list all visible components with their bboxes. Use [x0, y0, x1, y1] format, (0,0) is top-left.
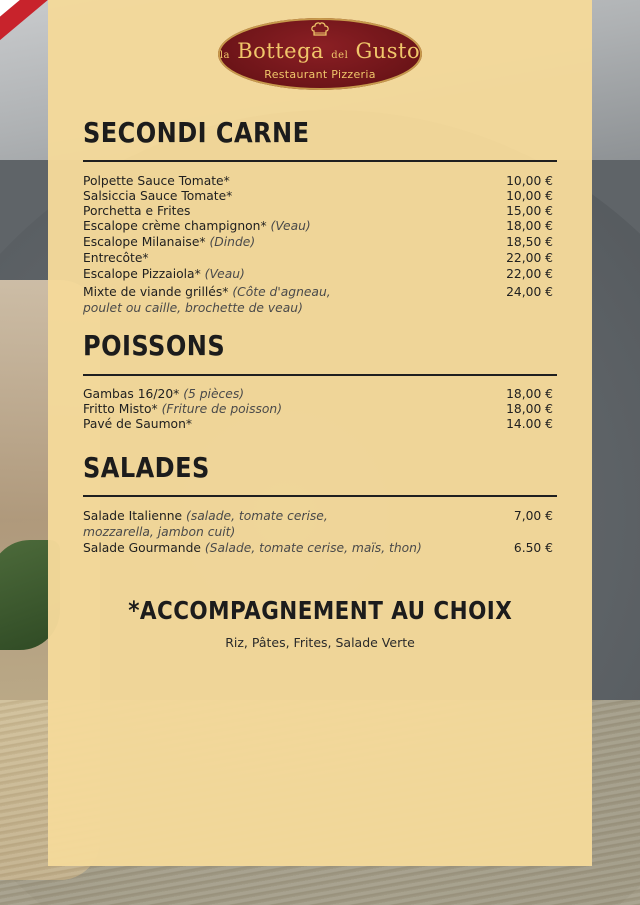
item-note-continued: poulet ou caille, brochette de veau) [83, 301, 303, 315]
menu-item [83, 416, 557, 432]
item-price: 18,00 € [506, 387, 553, 401]
chef-hat-icon [310, 22, 330, 38]
item-price: 18,00 € [506, 402, 553, 416]
item-price: 18,00 € [506, 219, 553, 233]
item-note: (Veau) [204, 267, 245, 281]
section-divider [83, 495, 557, 497]
menu-item [83, 173, 557, 189]
menu-item [83, 401, 557, 417]
menu-item [83, 250, 557, 266]
item-name: Porchetta e Frites [83, 204, 191, 218]
logo-word-la: la [219, 50, 231, 61]
logo-word-gusto: Gusto [355, 39, 421, 63]
logo-word-bottega: Bottega [237, 39, 325, 63]
accompaniment-options: Riz, Pâtes, Frites, Salade Verte [225, 635, 415, 650]
item-price: 15,00 € [506, 204, 553, 218]
menu-item [83, 188, 557, 204]
accompaniment-title [0, 596, 640, 625]
item-name: Polpette Sauce Tomate* [83, 174, 230, 188]
item-note: (Dinde) [209, 235, 256, 249]
accompaniment-title-text: *ACCOMPAGNEMENT AU CHOIX [128, 596, 512, 625]
item-note: (salade, tomate cerise, [186, 509, 328, 523]
logo-name [218, 39, 422, 68]
item-price: 24,00 € [506, 285, 553, 299]
item-price: 7,00 € [513, 509, 553, 523]
item-name: Escalope Pizzaiola* [83, 267, 201, 281]
item-note: (Salade, tomate cerise, maïs, thon) [204, 541, 422, 555]
item-note: (Friture de poisson) [161, 402, 283, 416]
menu-item [83, 203, 557, 219]
item-price: 18,50 € [506, 235, 553, 249]
item-name: Fritto Misto* [83, 402, 158, 416]
item-name: Entrecôte* [83, 251, 149, 265]
item-price: 10,00 € [506, 189, 553, 203]
menu-item [83, 508, 557, 540]
menu-item [83, 284, 557, 316]
menu-item [83, 540, 557, 556]
item-name: Escalope Milanaise* [83, 235, 206, 249]
item-price: 6.50 € [513, 541, 553, 555]
menu-item [83, 234, 557, 250]
menu-item [83, 218, 557, 234]
item-note: (5 pièces) [183, 387, 245, 401]
item-note-continued: mozzarella, jambon cuit) [83, 525, 236, 539]
section-divider [83, 160, 557, 162]
menu-item [83, 266, 557, 282]
item-price: 10,00 € [506, 174, 553, 188]
item-name: Gambas 16/20* [83, 387, 180, 401]
item-name: Salade Italienne [83, 509, 183, 523]
section-title-poissons: POISSONS [83, 329, 226, 362]
item-name: Salade Gourmande [83, 541, 201, 555]
logo-word-del: del [331, 50, 349, 61]
item-price: 22,00 € [506, 251, 553, 265]
section-divider [83, 374, 557, 376]
restaurant-logo [218, 18, 422, 90]
menu-item [83, 386, 557, 402]
item-name: Salsiccia Sauce Tomate* [83, 189, 233, 203]
section-title-salades: SALADES [83, 451, 210, 484]
item-note: (Côte d'agneau, [232, 285, 331, 299]
item-note: (Veau) [270, 219, 311, 233]
logo-subtitle: Restaurant Pizzeria [264, 68, 376, 81]
section-title-secondi-carne: SECONDI CARNE [83, 116, 310, 149]
item-price: 14.00 € [506, 417, 553, 431]
item-name: Escalope crème champignon* [83, 219, 267, 233]
item-name: Pavé de Saumon* [83, 417, 193, 431]
item-name: Mixte de viande grillés* [83, 285, 229, 299]
item-price: 22,00 € [506, 267, 553, 281]
